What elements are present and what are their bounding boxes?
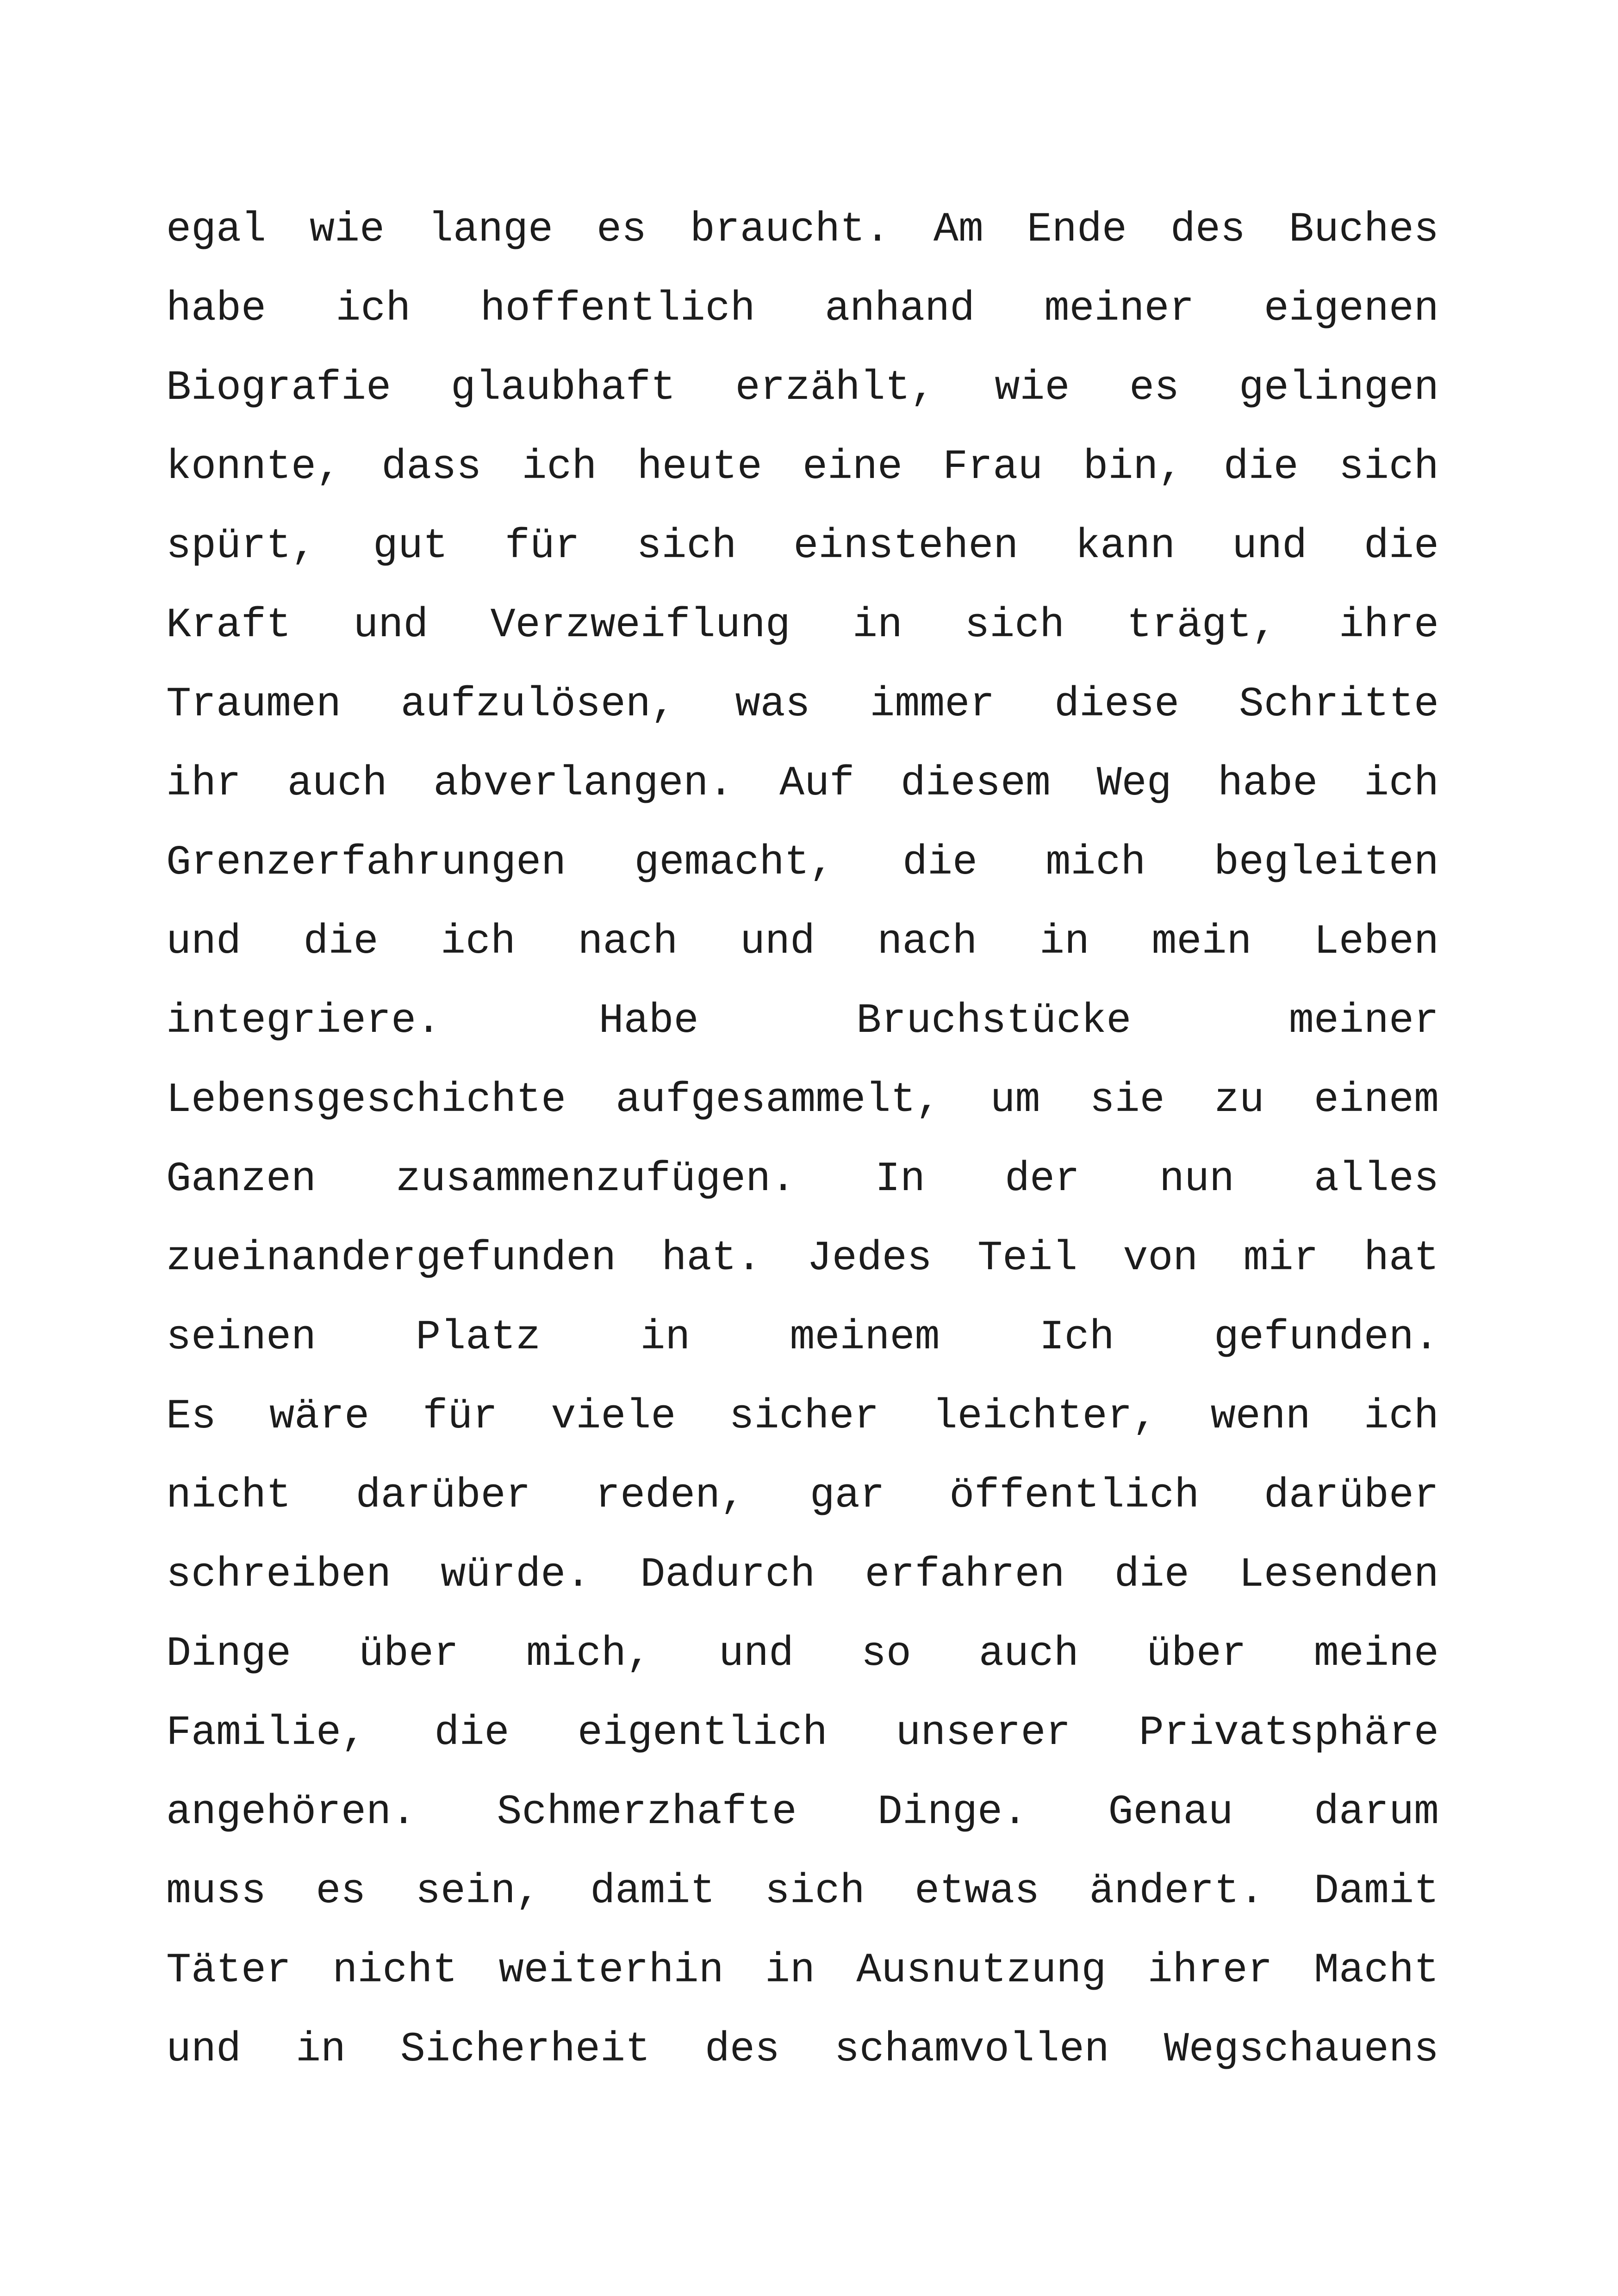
word: die: [902, 839, 978, 887]
word: Genau: [1108, 1789, 1233, 1836]
word: sich: [636, 523, 737, 570]
word: heute: [637, 444, 762, 491]
word: Habe: [598, 998, 699, 1045]
word: leichter,: [932, 1393, 1157, 1440]
word: ich: [1363, 1393, 1439, 1440]
word: habe: [1218, 760, 1318, 807]
word: was: [735, 681, 810, 728]
word: nicht: [332, 1947, 458, 1994]
word: Dinge: [166, 1631, 292, 1678]
word: schreiben: [166, 1551, 392, 1599]
word: eigentlich: [577, 1710, 828, 1757]
text-line: [166, 1457, 1439, 1536]
word: diesem: [900, 760, 1051, 807]
word: zusammenzufügen.: [395, 1156, 796, 1203]
word: egal: [166, 206, 267, 254]
word: Schritte: [1238, 681, 1439, 728]
word: Biografie: [166, 365, 392, 412]
word: alles: [1313, 1156, 1439, 1203]
word: kann: [1075, 523, 1176, 570]
word: aufgesammelt,: [616, 1077, 941, 1124]
word: mir: [1243, 1235, 1319, 1282]
word: Schmerzhafte: [497, 1789, 797, 1836]
word: die: [1114, 1551, 1189, 1599]
word: Sicherheit: [400, 2026, 650, 2073]
word: viele: [551, 1393, 676, 1440]
word: erzählt,: [735, 365, 935, 412]
word: darüber: [355, 1472, 531, 1520]
word: Kraft: [166, 602, 292, 649]
word: angehören.: [166, 1789, 417, 1836]
word: des: [704, 2026, 780, 2073]
word: diese: [1054, 681, 1180, 728]
word: auch: [287, 760, 387, 807]
word: sie: [1089, 1077, 1165, 1124]
word: Ende: [1027, 206, 1127, 254]
word: habe: [166, 285, 267, 333]
word: sein,: [415, 1868, 541, 1915]
word: Buches: [1288, 206, 1439, 254]
word: ihre: [1338, 602, 1439, 649]
body-text: [166, 191, 1439, 2090]
word: reden,: [595, 1472, 746, 1520]
text-line: [166, 903, 1439, 982]
word: Lesenden: [1238, 1551, 1439, 1599]
word: Am: [933, 206, 983, 254]
text-line: [166, 824, 1439, 903]
word: für: [504, 523, 580, 570]
word: und: [740, 918, 815, 966]
word: die: [434, 1710, 510, 1757]
text-line: [166, 1298, 1439, 1378]
word: ich: [440, 918, 516, 966]
word: trägt,: [1126, 602, 1277, 649]
word: eigenen: [1263, 285, 1439, 333]
word: sich: [1338, 444, 1439, 491]
text-line: [166, 665, 1439, 745]
word: weiterhin: [498, 1947, 724, 1994]
text-line: [166, 1852, 1439, 1931]
word: in: [1039, 918, 1089, 966]
text-line: [166, 1140, 1439, 1219]
word: in: [765, 1947, 815, 1994]
word: ich: [336, 285, 411, 333]
word: Privatsphäre: [1139, 1710, 1439, 1757]
word: muss: [166, 1868, 267, 1915]
text-line: [166, 586, 1439, 665]
word: Es: [166, 1393, 217, 1440]
word: ihr: [166, 760, 242, 807]
word: lange: [428, 206, 553, 254]
word: mich,: [526, 1631, 652, 1678]
word: hat: [1363, 1235, 1439, 1282]
word: in: [640, 1314, 691, 1361]
word: und: [166, 918, 242, 966]
word: ich: [1363, 760, 1439, 807]
word: wenn: [1210, 1393, 1311, 1440]
word: so: [861, 1631, 911, 1678]
word: über: [1146, 1631, 1246, 1678]
word: Leben: [1313, 918, 1439, 966]
word: Dinge.: [877, 1789, 1028, 1836]
word: gefunden.: [1214, 1314, 1439, 1361]
word: unserer: [896, 1710, 1071, 1757]
word: in: [852, 602, 903, 649]
word: etwas: [915, 1868, 1040, 1915]
word: aufzulösen,: [400, 681, 676, 728]
word: es: [316, 1868, 366, 1915]
word: ändert.: [1089, 1868, 1264, 1915]
word: gemacht,: [634, 839, 834, 887]
word: und: [718, 1631, 794, 1678]
word: öffentlich: [949, 1472, 1200, 1520]
word: ihrer: [1147, 1947, 1273, 1994]
word: über: [358, 1631, 459, 1678]
word: sich: [765, 1868, 865, 1915]
word: sicher: [729, 1393, 879, 1440]
word: es: [596, 206, 647, 254]
word: anhand: [825, 285, 975, 333]
word: wie: [995, 365, 1070, 412]
text-line: [166, 270, 1439, 349]
text-line: [166, 1061, 1439, 1140]
word: nach: [578, 918, 678, 966]
word: Familie,: [166, 1710, 367, 1757]
text-line: [166, 1536, 1439, 1615]
word: Dadurch: [640, 1551, 815, 1599]
word: Platz: [416, 1314, 541, 1361]
word: nicht: [166, 1472, 292, 1520]
word: Wegschauens: [1164, 2026, 1439, 2073]
word: nach: [877, 918, 977, 966]
word: von: [1123, 1235, 1198, 1282]
word: darum: [1313, 1789, 1439, 1836]
text-line: [166, 745, 1439, 824]
word: meiner: [1288, 998, 1439, 1045]
word: und: [1232, 523, 1307, 570]
word: die: [303, 918, 379, 966]
text-line: [166, 191, 1439, 270]
word: Lebensgeschichte: [166, 1077, 566, 1124]
word: meiner: [1044, 285, 1195, 333]
word: Ich: [1039, 1314, 1114, 1361]
word: ich: [522, 444, 597, 491]
word: darüber: [1263, 1472, 1439, 1520]
word: würde.: [441, 1551, 591, 1599]
word: sich: [965, 602, 1065, 649]
word: einem: [1313, 1077, 1439, 1124]
word: spürt,: [166, 523, 317, 570]
word: braucht.: [690, 206, 890, 254]
word: damit: [590, 1868, 716, 1915]
word: Täter: [166, 1947, 292, 1994]
text-line: [166, 507, 1439, 586]
word: Macht: [1313, 1947, 1439, 1994]
word: dass: [381, 444, 482, 491]
word: gar: [809, 1472, 885, 1520]
text-line: [166, 1773, 1439, 1852]
word: Ganzen: [166, 1156, 317, 1203]
word: wie: [309, 206, 385, 254]
word: konnte,: [166, 444, 342, 491]
word: meine: [1313, 1631, 1439, 1678]
word: zu: [1214, 1077, 1264, 1124]
word: gut: [373, 523, 448, 570]
word: gelingen: [1238, 365, 1439, 412]
word: Teil: [977, 1235, 1078, 1282]
word: wäre: [269, 1393, 370, 1440]
word: Frau: [943, 444, 1043, 491]
word: mich: [1045, 839, 1146, 887]
word: Ausnutzung: [856, 1947, 1107, 1994]
word: Weg: [1096, 760, 1172, 807]
word: eine: [802, 444, 902, 491]
word: die: [1363, 523, 1439, 570]
word: begleiten: [1214, 839, 1439, 887]
word: nun: [1159, 1156, 1234, 1203]
word: Bruchstücke: [856, 998, 1132, 1045]
word: für: [423, 1393, 498, 1440]
text-line: [166, 428, 1439, 507]
text-line: [166, 1378, 1439, 1457]
word: in: [295, 2026, 346, 2073]
word: hoffentlich: [480, 285, 755, 333]
word: Verzweiflung: [490, 602, 790, 649]
word: auch: [978, 1631, 1079, 1678]
word: Damit: [1313, 1868, 1439, 1915]
word: Jedes: [807, 1235, 932, 1282]
word: glaubhaft: [450, 365, 676, 412]
word: integriere.: [166, 998, 442, 1045]
word: hat.: [661, 1235, 762, 1282]
word: Traumen: [166, 681, 342, 728]
word: die: [1223, 444, 1299, 491]
text-line: [166, 2011, 1439, 2090]
word: immer: [870, 681, 995, 728]
word: bin,: [1083, 444, 1183, 491]
word: des: [1170, 206, 1245, 254]
word: Grenzerfahrungen: [166, 839, 566, 887]
text-line: [166, 1931, 1439, 2011]
text-line: [166, 1694, 1439, 1773]
text-line: [166, 1615, 1439, 1694]
word: meinem: [790, 1314, 940, 1361]
word: zueinandergefunden: [166, 1235, 616, 1282]
word: der: [1005, 1156, 1080, 1203]
word: In: [875, 1156, 926, 1203]
word: um: [990, 1077, 1040, 1124]
word: es: [1129, 365, 1180, 412]
word: und: [353, 602, 429, 649]
word: seinen: [166, 1314, 317, 1361]
text-line: [166, 982, 1439, 1061]
word: mein: [1151, 918, 1252, 966]
word: Auf: [779, 760, 855, 807]
word: erfahren: [865, 1551, 1065, 1599]
word: und: [166, 2026, 242, 2073]
word: einstehen: [793, 523, 1019, 570]
text-line: [166, 1219, 1439, 1298]
word: schamvollen: [834, 2026, 1109, 2073]
text-line: [166, 349, 1439, 428]
word: abverlangen.: [433, 760, 734, 807]
